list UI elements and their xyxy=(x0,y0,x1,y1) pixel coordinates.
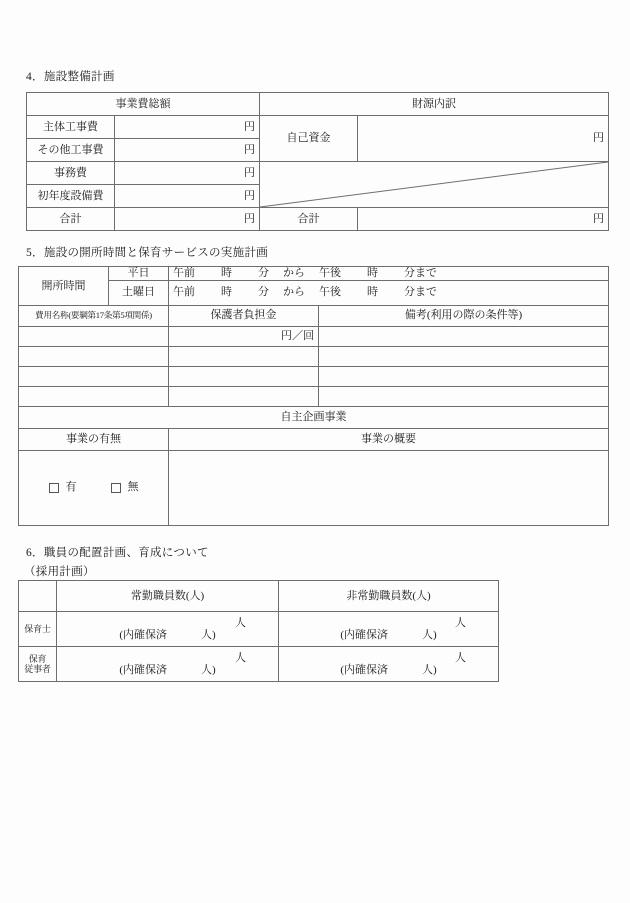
fee-amount-header: 保護者負担金 xyxy=(169,305,319,326)
own-funds-label: 自己資金 xyxy=(260,116,358,162)
parttime-secured-label: (内確保済 xyxy=(340,629,388,641)
cost-total-value[interactable]: 円 xyxy=(115,208,260,231)
fulltime-secured-unit: 人) xyxy=(201,664,216,676)
table-row xyxy=(19,346,609,366)
table-row xyxy=(19,647,499,682)
checkbox-yes-label: 有 xyxy=(65,481,77,494)
fulltime-staff-header: 常勤職員数(人) xyxy=(57,581,279,612)
fee-remarks-value[interactable] xyxy=(319,366,609,386)
parttime-secured-unit: 人) xyxy=(422,629,437,641)
opening-hours-saturday-range[interactable] xyxy=(169,280,609,305)
own-program-outline-cell[interactable] xyxy=(169,450,609,525)
fee-remarks-value[interactable] xyxy=(319,326,609,346)
fulltime-count-unit: 人 xyxy=(235,616,246,629)
cost-value-first-year-equipment[interactable]: 円 xyxy=(115,185,260,208)
fee-name-value[interactable] xyxy=(19,346,169,366)
own-program-presence-cell xyxy=(19,450,169,525)
fulltime-count-nursery-teacher[interactable] xyxy=(57,612,279,647)
fulltime-secured-label: (内確保済 xyxy=(119,664,167,676)
fulltime-count-childcare-worker[interactable] xyxy=(57,647,279,682)
checkbox-square-icon[interactable] xyxy=(111,483,121,493)
weekday-am-label: 午前 xyxy=(173,267,195,279)
table-row xyxy=(19,386,609,406)
saturday-start-minute-unit: 分 xyxy=(258,286,269,299)
funding-total-value[interactable]: 円 xyxy=(358,208,609,231)
checkbox-no[interactable] xyxy=(111,481,139,494)
funding-total-label: 合計 xyxy=(260,208,358,231)
fee-name-value[interactable] xyxy=(19,366,169,386)
cost-label-main-construction: 主体工事費 xyxy=(27,116,115,139)
fee-amount-value[interactable] xyxy=(169,386,319,406)
staff-role-line-1: 保育 xyxy=(28,653,47,664)
parttime-staff-header: 非常勤職員数(人) xyxy=(279,581,499,612)
table-row xyxy=(19,267,609,281)
staff-recruitment-plan-table xyxy=(18,580,499,682)
weekday-pm-label: 午後 xyxy=(319,267,341,279)
staff-blank-header xyxy=(19,581,57,612)
cost-label-administrative: 事務費 xyxy=(27,162,115,185)
own-program-outline-header: 事業の概要 xyxy=(169,428,609,450)
table-row xyxy=(19,305,609,326)
cost-value-other-construction[interactable]: 円 xyxy=(115,139,260,162)
fee-amount-value[interactable]: 円／回 xyxy=(169,326,319,346)
weekday-from-label: から xyxy=(283,267,305,279)
diagonal-strike-icon xyxy=(260,162,608,207)
table-row xyxy=(27,116,609,139)
parttime-count-childcare-worker[interactable] xyxy=(279,647,499,682)
table-row xyxy=(19,612,499,647)
checkbox-square-icon[interactable] xyxy=(49,483,59,493)
fee-name-header: 費用名称(要綱第17条第5項関係) xyxy=(19,305,169,326)
fulltime-count-unit: 人 xyxy=(235,651,246,664)
cost-total-label: 合計 xyxy=(27,208,115,231)
parttime-secured-unit: 人) xyxy=(422,664,437,676)
section-6-subheading: （採用計画） xyxy=(24,566,95,578)
opening-hours-weekday-range[interactable] xyxy=(169,267,609,281)
parttime-count-nursery-teacher[interactable] xyxy=(279,612,499,647)
opening-hours-day-weekday: 平日 xyxy=(109,267,169,281)
checkbox-no-label: 無 xyxy=(127,481,139,494)
opening-hours-and-services-table xyxy=(18,266,609,526)
fulltime-secured-unit: 人) xyxy=(201,629,216,641)
table-row xyxy=(19,581,499,612)
saturday-pm-label: 午後 xyxy=(319,286,341,299)
cost-label-other-construction: その他工事費 xyxy=(27,139,115,162)
table-row xyxy=(19,406,609,428)
opening-hours-label: 開所時間 xyxy=(19,267,109,306)
section-5-heading: 5．施設の開所時間と保育サービスの実施計画 xyxy=(26,247,269,259)
parttime-secured-label: (内確保済 xyxy=(340,664,388,676)
fulltime-secured-label: (内確保済 xyxy=(119,629,167,641)
funding-breakdown-header: 財源内訳 xyxy=(260,93,609,116)
parttime-count-unit: 人 xyxy=(455,616,466,629)
fee-amount-value[interactable] xyxy=(169,366,319,386)
table-row xyxy=(19,326,609,346)
cost-label-first-year-equipment: 初年度設備費 xyxy=(27,185,115,208)
own-program-presence-header: 事業の有無 xyxy=(19,428,169,450)
saturday-end-minute-unit: 分まで xyxy=(404,286,437,299)
saturday-end-hour-unit: 時 xyxy=(367,286,378,299)
fee-remarks-value[interactable] xyxy=(319,386,609,406)
fee-amount-value[interactable] xyxy=(169,346,319,366)
table-row xyxy=(27,208,609,231)
table-row xyxy=(19,428,609,450)
own-funds-value[interactable]: 円 xyxy=(358,116,609,162)
staff-role-label-nursery-teacher: 保育士 xyxy=(19,612,57,647)
saturday-start-hour-unit: 時 xyxy=(221,286,232,299)
own-program-banner: 自主企画事業 xyxy=(19,406,609,428)
weekday-start-hour-unit: 時 xyxy=(221,267,232,279)
weekday-end-minute-unit: 分まで xyxy=(404,267,437,279)
cost-value-main-construction[interactable]: 円 xyxy=(115,116,260,139)
saturday-am-label: 午前 xyxy=(173,286,195,299)
staff-role-label-childcare-worker xyxy=(19,647,57,682)
weekday-end-hour-unit: 時 xyxy=(367,267,378,279)
fee-remarks-value[interactable] xyxy=(319,346,609,366)
table-row xyxy=(27,93,609,116)
parttime-count-unit: 人 xyxy=(455,651,466,664)
fee-name-value[interactable] xyxy=(19,386,169,406)
table-row xyxy=(27,162,609,185)
saturday-from-label: から xyxy=(283,286,305,299)
funding-blank-diagonal-cell xyxy=(260,162,609,208)
table-row xyxy=(19,366,609,386)
section-6-heading: 6．職員の配置計画、育成について xyxy=(26,547,209,559)
table-row xyxy=(19,450,609,525)
total-cost-header: 事業費総額 xyxy=(27,93,260,116)
section-4-heading: 4．施設整備計画 xyxy=(26,71,115,83)
facility-development-plan-table xyxy=(26,92,609,231)
fee-name-value[interactable] xyxy=(19,326,169,346)
staff-role-line-2: 従事者 xyxy=(24,664,51,674)
weekday-start-minute-unit: 分 xyxy=(258,267,269,279)
checkbox-yes[interactable] xyxy=(49,481,77,494)
fee-remarks-header: 備考(利用の際の条件等) xyxy=(319,305,609,326)
opening-hours-day-saturday: 土曜日 xyxy=(109,280,169,305)
cost-value-administrative[interactable]: 円 xyxy=(115,162,260,185)
